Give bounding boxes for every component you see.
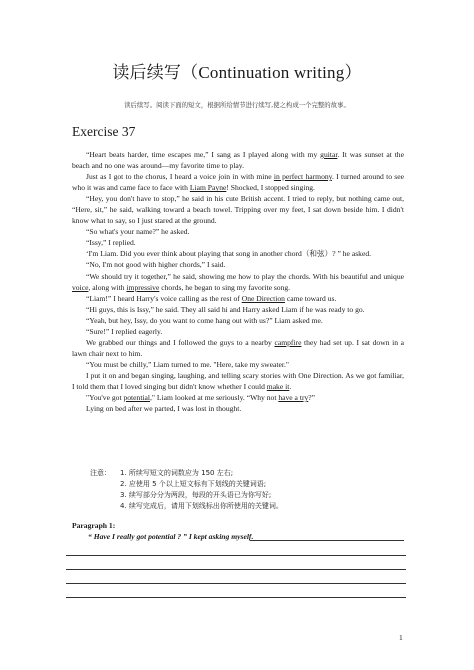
writing-line — [66, 569, 406, 570]
notes-label: 注意： — [90, 469, 111, 477]
story-paragraph: “Hi guys, this is Issy,” he said. They all said hi and Harry asked Liam if he was ready to go. — [86, 304, 365, 314]
text-run: ," Liam looked at me seriously. “Why not — [150, 393, 279, 403]
story-text — [72, 149, 404, 414]
text-run: . It was sunset at the beach and no one was around—my favorite time to play. — [72, 150, 404, 171]
keyword-guitar: guitar — [320, 150, 338, 159]
keyword-voice: voice — [72, 282, 89, 292]
text-run: "You've got — [86, 393, 124, 403]
text-run: “Liam!” I heard Harry's voice calling as the rest of — [86, 293, 242, 303]
keyword-liam-payne: Liam Payne — [189, 183, 227, 193]
page-number: 1 — [399, 633, 403, 642]
story-paragraph — [72, 149, 404, 171]
page-title: 读后续写（Continuation writing） — [112, 63, 362, 82]
story-paragraph: Lying on bed after we parted, I was lost in thought. — [86, 404, 242, 414]
note-item: 1. 所续写短文的词数应为 150 左右; — [120, 469, 234, 477]
text-run: they had set up. I sat down in a lawn chair next to him. — [72, 337, 405, 358]
text-run: . — [289, 381, 292, 391]
keyword-harmony: in perfect harmony — [273, 172, 332, 182]
notes-list — [120, 468, 283, 512]
story-paragraph — [72, 293, 404, 304]
text-run: We grabbed our things and I followed the guys to a nearby — [86, 337, 275, 347]
exercise-heading: Exercise 37 — [72, 124, 136, 139]
story-paragraph: “Hey, you don't have to stop,” he said in his cute British accent. I tried to reply, but nothing came out, “Here, sit,” he said, walking toward a beach towel. Tripping over my feet, I sat down beside him. I didn't know what to say, so I just stared at the ground. — [72, 194, 404, 226]
text-run: ?” — [308, 393, 316, 403]
writing-line — [66, 597, 406, 598]
note-item: 2. 应使用 5 个以上短文标有下划线的关键词语; — [120, 480, 267, 488]
story-paragraph: “You must be chilly,” Liam turned to me. "Here, take my sweater." — [86, 359, 289, 369]
story-paragraph: “Issy,” I replied. — [86, 238, 136, 248]
text-run: “We should try it together,” he said, showing me how to play the chords. With his beautiful and unique — [86, 271, 404, 281]
story-paragraph — [72, 337, 404, 359]
keyword-one-direction: One Direction — [241, 293, 285, 303]
text-run: “Heart beats harder, time escapes me,” I sang as I played along with my — [86, 150, 321, 159]
keyword-potential: potential — [123, 393, 151, 403]
story-paragraph: “Yeah, but hey, Issy, do you want to come hang out with us?” Liam asked me. — [86, 315, 323, 325]
writing-line — [66, 583, 406, 584]
text-run: , along with — [88, 282, 127, 292]
note-item: 3. 续写部分分为两段，每段的开头语已为你写好; — [120, 491, 272, 499]
text-run: I put it on and began singing, laughing, and telling scary stories with One Direction. As we got familiar, I told them that I loved singing but didn't know whether I could — [72, 370, 404, 391]
writing-line — [66, 555, 406, 556]
paragraph-label: Paragraph 1: — [72, 521, 116, 530]
story-paragraph — [72, 392, 404, 403]
keyword-have-a-try: have a try — [278, 393, 309, 403]
story-paragraph — [72, 271, 404, 293]
instructions: 读后续写。阅读下面的短文，根据所给情节进行续写,使之构成一个完整的故事。 — [124, 101, 350, 109]
text-run: Just as I got to the chorus, I heard a voice join in with mine — [86, 172, 274, 182]
writing-line — [250, 540, 404, 541]
story-paragraph — [72, 171, 404, 193]
story-paragraph — [72, 370, 404, 392]
text-run: chords, he began to sing my favorite song. — [159, 282, 291, 292]
keyword-campfire: campfire — [274, 337, 302, 347]
story-paragraph: “So what's your name?” he asked. — [86, 227, 190, 237]
paragraph-opening: “ Have I really got potential ? ” I kept asking myself. — [88, 532, 254, 541]
note-item: 4. 续写完成后，请用下划线标出你所使用的关键词。 — [120, 502, 283, 510]
text-run: came toward us. — [284, 293, 337, 303]
keyword-make-it: make it — [266, 381, 290, 391]
keyword-impressive: impressive — [126, 282, 160, 292]
story-paragraph: “No, I'm not good with higher chords,” I said. — [86, 260, 226, 270]
story-paragraph: ‘I'm Liam. Did you ever think about playing that song in another chord（和弦）? ” he asked. — [86, 249, 372, 259]
story-paragraph: “Sure!” I replied eagerly. — [86, 326, 163, 336]
text-run: ! Shocked, I stopped singing. — [226, 183, 315, 193]
text-run: . I turned around to see who it was and came face to face with — [72, 172, 405, 193]
